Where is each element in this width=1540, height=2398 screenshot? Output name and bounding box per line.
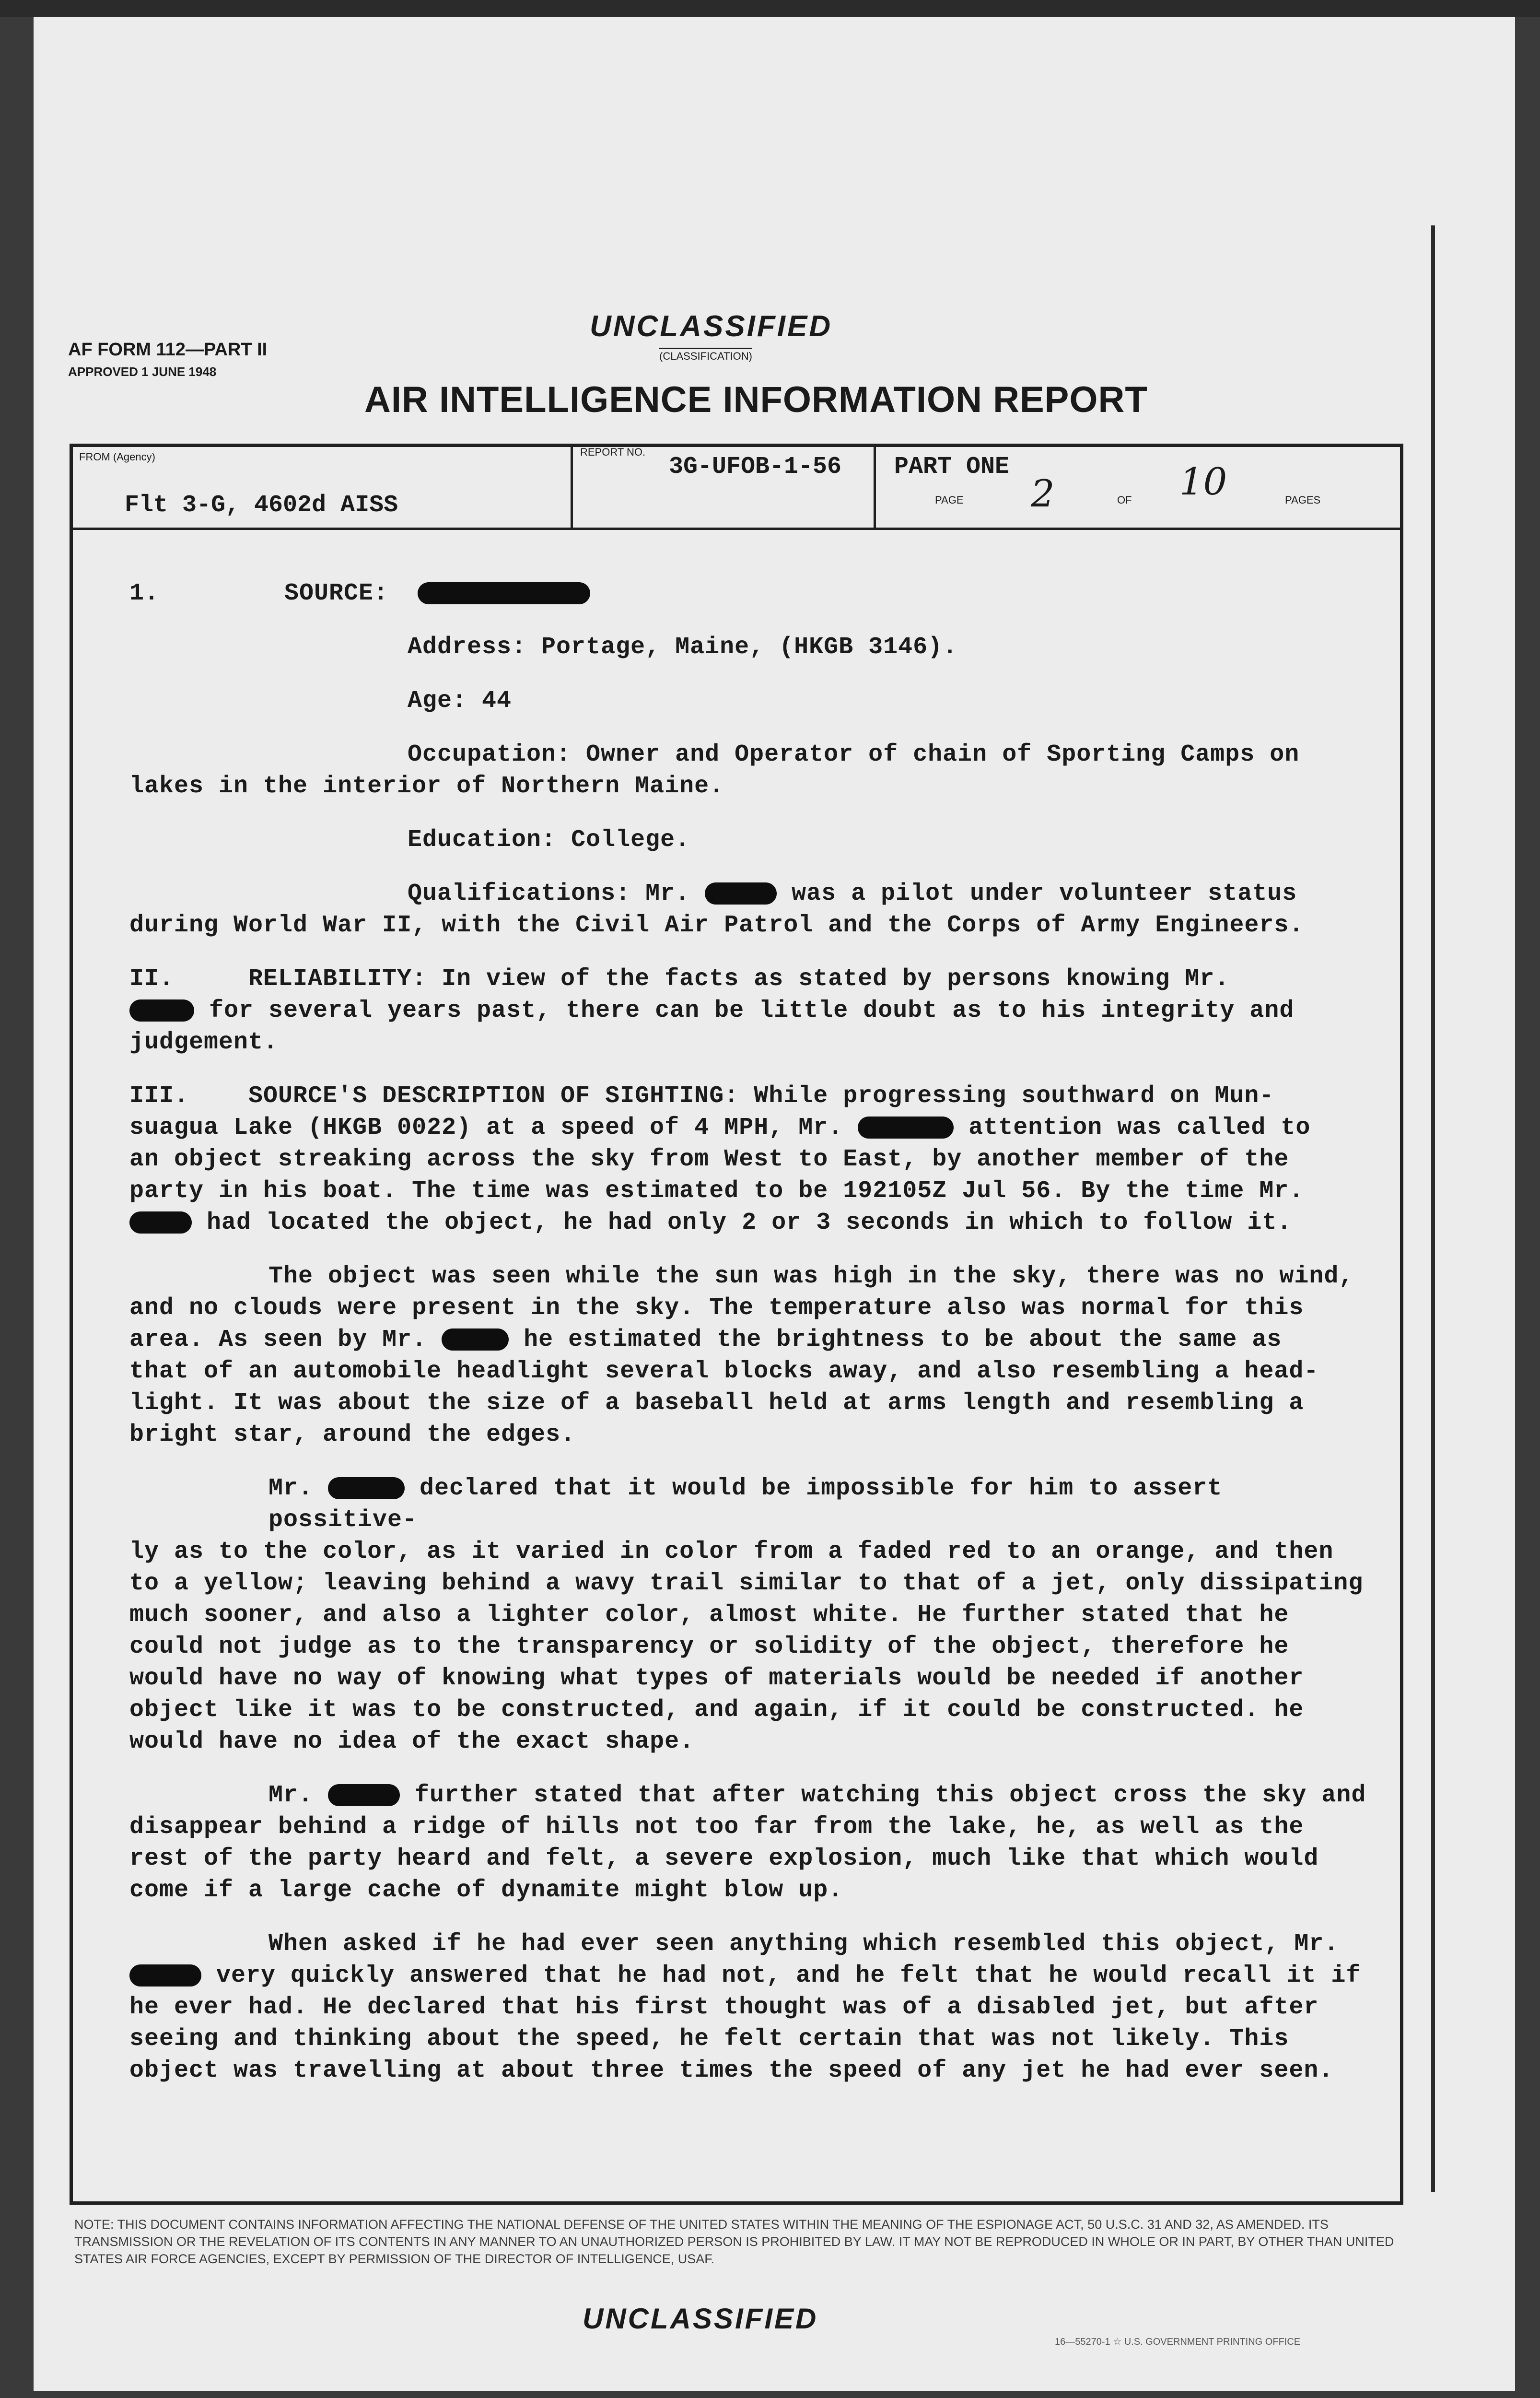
source-line <box>129 578 1376 610</box>
address-line: Address: Portage, Maine, (HKGB 3146). <box>408 634 958 661</box>
occupation-line: Occupation: Owner and Operator of chain of Sporting Camps on <box>408 741 1300 768</box>
paragraph-line: seeing and thinking about the speed, he felt certain that was not likely. This <box>129 2025 1289 2053</box>
from-value: Flt 3-G, 4602d AISS <box>125 492 398 519</box>
espionage-act-notice: NOTE: THIS DOCUMENT CONTAINS INFORMATION AFFECTING THE NATIONAL DEFENSE OF THE UNITED STATES WITHIN THE MEANING OF THE ESPIONAGE ACT, 50 U.S.C. 31 AND 32, AS AMENDED. ITS TRANSMISSION OR THE REVELATION OF ITS CONTENTS IN ANY MANNER TO AN UNAUTHORIZED PERSON IS PROHIBITED BY LAW. IT MAY NOT BE REPRODUCED IN WHOLE OR IN PART, BY OTHER THAN UNITED STATES AIR FORCE AGENCIES, EXCEPT BY PERMISSION OF THE DIRECTOR OF INTELLIGENCE, USAF. <box>74 2217 1394 2266</box>
classification-stamp-top: UNCLASSIFIED <box>590 310 833 343</box>
occupation-line-cont: lakes in the interior of Northern Maine. <box>129 773 724 800</box>
text-run: he estimated the brightness to be about the same as <box>524 1326 1282 1353</box>
text-run: for several years past, there can be little doubt as to his integrity and <box>209 997 1295 1024</box>
paragraph-line: and no clouds were present in the sky. The temperature also was normal for this <box>129 1294 1304 1322</box>
paragraph-line: disappear behind a ridge of hills not too far from the lake, he, as well as the <box>129 1813 1304 1841</box>
redaction-mark <box>129 1211 192 1234</box>
part-label: PART ONE <box>894 453 1010 481</box>
paragraph-line: would have no way of knowing what types of materials would be needed if another <box>129 1665 1304 1692</box>
paragraph-line <box>129 1960 1376 1992</box>
description-line: an object streaking across the sky from West to East, by another member of the <box>129 1146 1289 1173</box>
text-run: Mr. <box>268 1475 314 1502</box>
paragraph-line: that of an automobile headlight several blocks away, and also resembling a head- <box>129 1358 1319 1385</box>
from-label: FROM (Agency) <box>79 451 155 463</box>
outer-margin-rule <box>1431 225 1435 2192</box>
description-line: party in his boat. The time was estimated to be 192105Z Jul 56. By the time Mr. <box>129 1177 1304 1205</box>
classification-caption: (CLASSIFICATION) <box>659 348 752 363</box>
paragraph-line <box>129 1780 1376 1811</box>
paragraph-line: When asked if he had ever seen anything which resembled this object, Mr. <box>268 1930 1339 1958</box>
pages-label: PAGES <box>1285 494 1321 506</box>
redaction-mark <box>129 999 194 1022</box>
printing-office-mark: 16—55270-1 ☆ U.S. GOVERNMENT PRINTING OFFICE <box>1055 2337 1301 2347</box>
description-heading-line: III. SOURCE'S DESCRIPTION OF SIGHTING: While progressing southward on Mun- <box>129 1082 1274 1110</box>
text-run: area. As seen by Mr. <box>129 1326 427 1353</box>
report-title: AIR INTELLIGENCE INFORMATION REPORT <box>364 379 1148 420</box>
redaction-mark <box>328 1784 400 1806</box>
age-line: Age: 44 <box>408 687 512 715</box>
reliability-line-end: judgement. <box>129 1029 279 1056</box>
qualifications-line-cont: during World War II, with the Civil Air Patrol and the Corps of Army Engineers. <box>129 912 1304 939</box>
form-number: AF FORM 112—PART II <box>68 340 268 360</box>
paragraph-line: rest of the party heard and felt, a severe explosion, much like that which would <box>129 1845 1319 1872</box>
qualifications-line <box>129 878 1376 910</box>
paragraph-line: come if a large cache of dynamite might blow up. <box>129 1877 843 1904</box>
header-column-divider <box>874 444 876 530</box>
paragraph-line: object was travelling at about three times the speed of any jet he had ever seen. <box>129 2057 1334 2084</box>
page-number: 2 <box>1031 472 1055 516</box>
redaction-mark <box>418 582 590 604</box>
reliability-line-cont <box>129 995 1376 1027</box>
paragraph-line: ly as to the color, as it varied in color from a faded red to an orange, and then <box>129 1538 1334 1565</box>
of-label: OF <box>1117 494 1132 506</box>
paragraph-line: light. It was about the size of a baseball held at arms length and resembling a <box>129 1389 1304 1417</box>
paragraph-line: The object was seen while the sun was high in the sky, there was no wind, <box>268 1263 1354 1290</box>
text-run: declared that it would be impossible for him to assert possitive- <box>268 1475 1223 1534</box>
education-line: Education: College. <box>408 826 690 854</box>
text-run: Qualifications: Mr. <box>408 880 690 907</box>
paragraph-line: he ever had. He declared that his first thought was of a disabled jet, but after <box>129 1994 1319 2021</box>
redaction-mark <box>328 1477 405 1499</box>
description-line <box>129 1207 1376 1239</box>
paragraph-line: would have no idea of the exact shape. <box>129 1728 695 1755</box>
paragraph-line <box>129 1324 1376 1356</box>
section-number: 1. <box>129 580 160 607</box>
paragraph-line: object like it was to be constructed, and again, if it could be constructed. he <box>129 1696 1304 1724</box>
report-no-value: 3G-UFOB-1-56 <box>669 453 842 481</box>
text-run: very quickly answered that he had not, and he felt that he would recall it if <box>216 1962 1361 1989</box>
approval-date: APPROVED 1 JUNE 1948 <box>68 364 217 379</box>
paragraph-line <box>129 1473 1376 1536</box>
text-run: attention was called to <box>968 1114 1311 1141</box>
paragraph-line: much sooner, and also a lighter color, almost white. He further stated that he <box>129 1601 1289 1629</box>
report-no-label: REPORT NO. <box>580 446 646 458</box>
header-column-divider <box>571 444 573 530</box>
paragraph-line: to a yellow; leaving behind a wavy trail similar to that of a jet, only dissipating <box>129 1570 1364 1597</box>
redaction-mark <box>129 1964 201 1987</box>
total-pages: 10 <box>1179 460 1227 504</box>
text-run: further stated that after watching this object cross the sky and <box>415 1782 1366 1809</box>
text-run: had located the object, he had only 2 or 3 seconds in which to follow it. <box>207 1209 1292 1236</box>
text-run: Mr. <box>268 1782 314 1809</box>
redaction-mark <box>442 1328 509 1351</box>
redaction-mark <box>858 1117 954 1139</box>
source-label: SOURCE: <box>284 580 389 607</box>
form-identifier <box>68 339 267 383</box>
classification-stamp-bottom: UNCLASSIFIED <box>583 2303 818 2335</box>
header-divider <box>73 528 1400 530</box>
paragraph-line: could not judge as to the transparency or solidity of the object, therefore he <box>129 1633 1289 1660</box>
text-run: suagua Lake (HKGB 0022) at a speed of 4 MPH, Mr. <box>129 1114 843 1141</box>
report-body <box>129 578 1376 2087</box>
reliability-line: II. RELIABILITY: In view of the facts as stated by persons knowing Mr. <box>129 965 1230 993</box>
page-label: PAGE <box>935 494 964 506</box>
description-line <box>129 1112 1376 1144</box>
redaction-mark <box>705 882 777 905</box>
scan-top-border <box>0 0 1540 17</box>
paragraph-line: bright star, around the edges. <box>129 1421 576 1448</box>
text-run: was a pilot under volunteer status <box>792 880 1297 907</box>
